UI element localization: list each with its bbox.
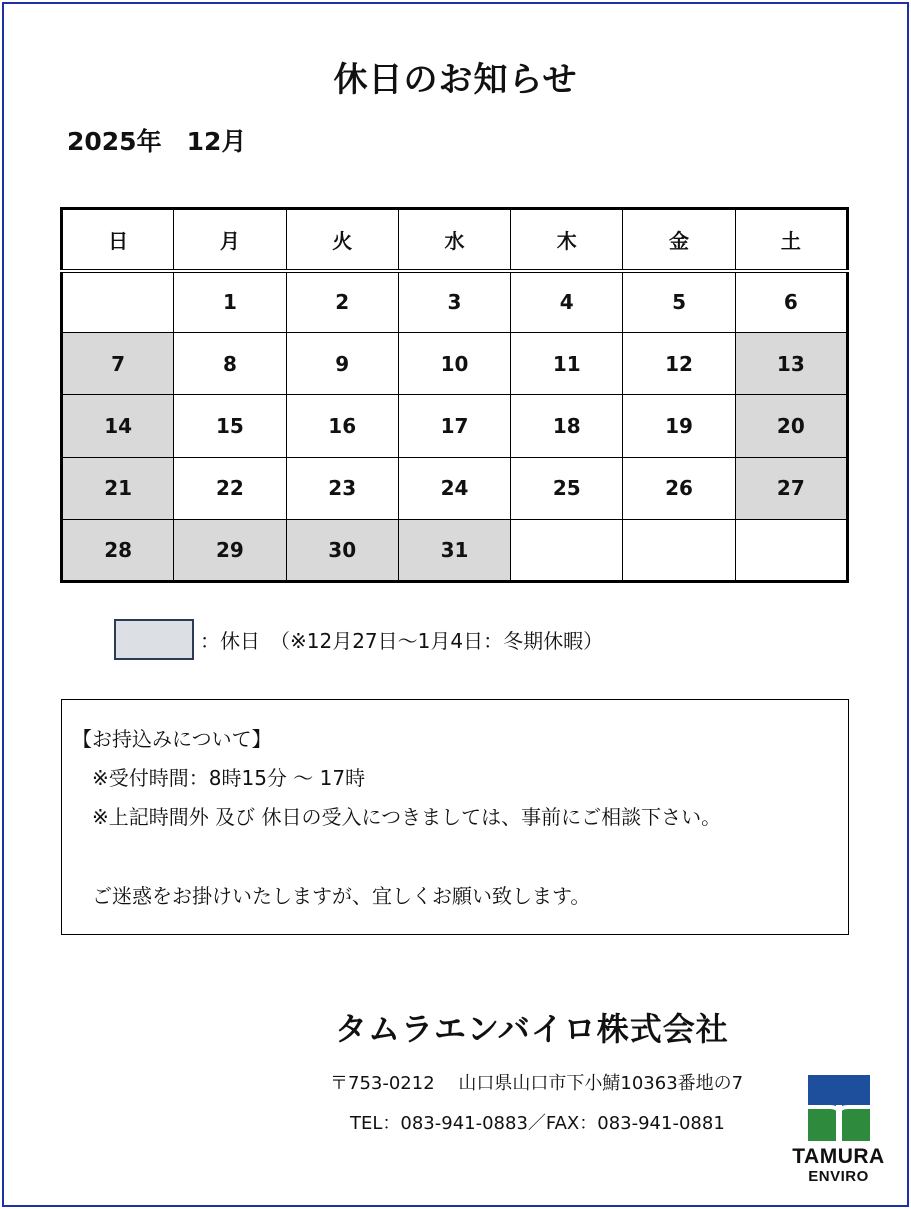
calendar-week [62,519,848,581]
month-heading: 2025年 12月 [67,127,247,156]
calendar-day: 16 [286,395,398,457]
calendar-day: 1 [174,271,286,333]
company-address: 〒753-0212 山口県山口市下小鯖10363番地の7 [330,1073,744,1094]
calendar-day: 6 [735,271,847,333]
company-logo [786,1073,891,1188]
reception-hours: ※受付時間：8時15分 ～ 17時 [92,766,366,790]
calendar-day: 9 [286,333,398,395]
calendar-day: 29 [174,519,286,581]
calendar-day: 28 [62,519,174,581]
company-name: タムラエンバイロ株式会社 [335,1010,729,1048]
calendar-day: 19 [623,395,735,457]
calendar-day: 23 [286,457,398,519]
calendar-day: 11 [511,333,623,395]
weekday-sat: 土 [735,209,847,271]
weekday-tue: 火 [286,209,398,271]
calendar-day [623,519,735,581]
calendar-week [62,395,848,457]
page-title: 休日のお知らせ [333,60,578,100]
calendar-day: 5 [623,271,735,333]
calendar-day [62,271,174,333]
calendar-day: 13 [735,333,847,395]
calendar-week [62,457,848,519]
calendar-week [62,271,848,333]
calendar-day [735,519,847,581]
calendar-day: 30 [286,519,398,581]
weekday-fri: 金 [623,209,735,271]
off-hours-note: ※上記時間外 及び 休日の受入につきましては、事前にご相談下さい。 [92,805,722,829]
holiday-legend-swatch [114,619,194,660]
calendar-day: 24 [398,457,510,519]
logo-text-tamura: TAMURA [792,1145,885,1168]
calendar-day: 4 [511,271,623,333]
calendar-day: 2 [286,271,398,333]
calendar-day: 27 [735,457,847,519]
weekday-thu: 木 [511,209,623,271]
calendar-day: 10 [398,333,510,395]
calendar-day: 20 [735,395,847,457]
calendar-day: 26 [623,457,735,519]
calendar-day: 3 [398,271,510,333]
calendar-day: 15 [174,395,286,457]
logo-text-enviro: ENVIRO [808,1168,869,1185]
calendar-day: 18 [511,395,623,457]
weekday-wed: 水 [398,209,510,271]
weekday-sun: 日 [62,209,174,271]
apology-note: ご迷惑をお掛けいたしますが、宜しくお願い致します。 [92,884,591,908]
calendar-day: 7 [62,333,174,395]
company-contact: TEL：083-941-0883／FAX：083-941-0881 [350,1113,725,1134]
calendar-day: 31 [398,519,510,581]
dropoff-info-box [61,699,849,935]
calendar-day: 8 [174,333,286,395]
holiday-legend [114,619,603,660]
calendar-day: 21 [62,457,174,519]
info-heading: 【お持込みについて】 [72,727,272,751]
calendar-day: 25 [511,457,623,519]
calendar-day: 14 [62,395,174,457]
calendar-day [511,519,623,581]
weekday-header-row [62,209,848,271]
weekday-mon: 月 [174,209,286,271]
calendar-week [62,333,848,395]
tamura-logo-icon [808,1075,870,1141]
calendar-day: 12 [623,333,735,395]
holiday-calendar [60,207,849,583]
holiday-legend-text: ：休日 （※12月27日～1月4日：冬期休暇） [200,629,604,653]
calendar-day: 22 [174,457,286,519]
calendar-day: 17 [398,395,510,457]
